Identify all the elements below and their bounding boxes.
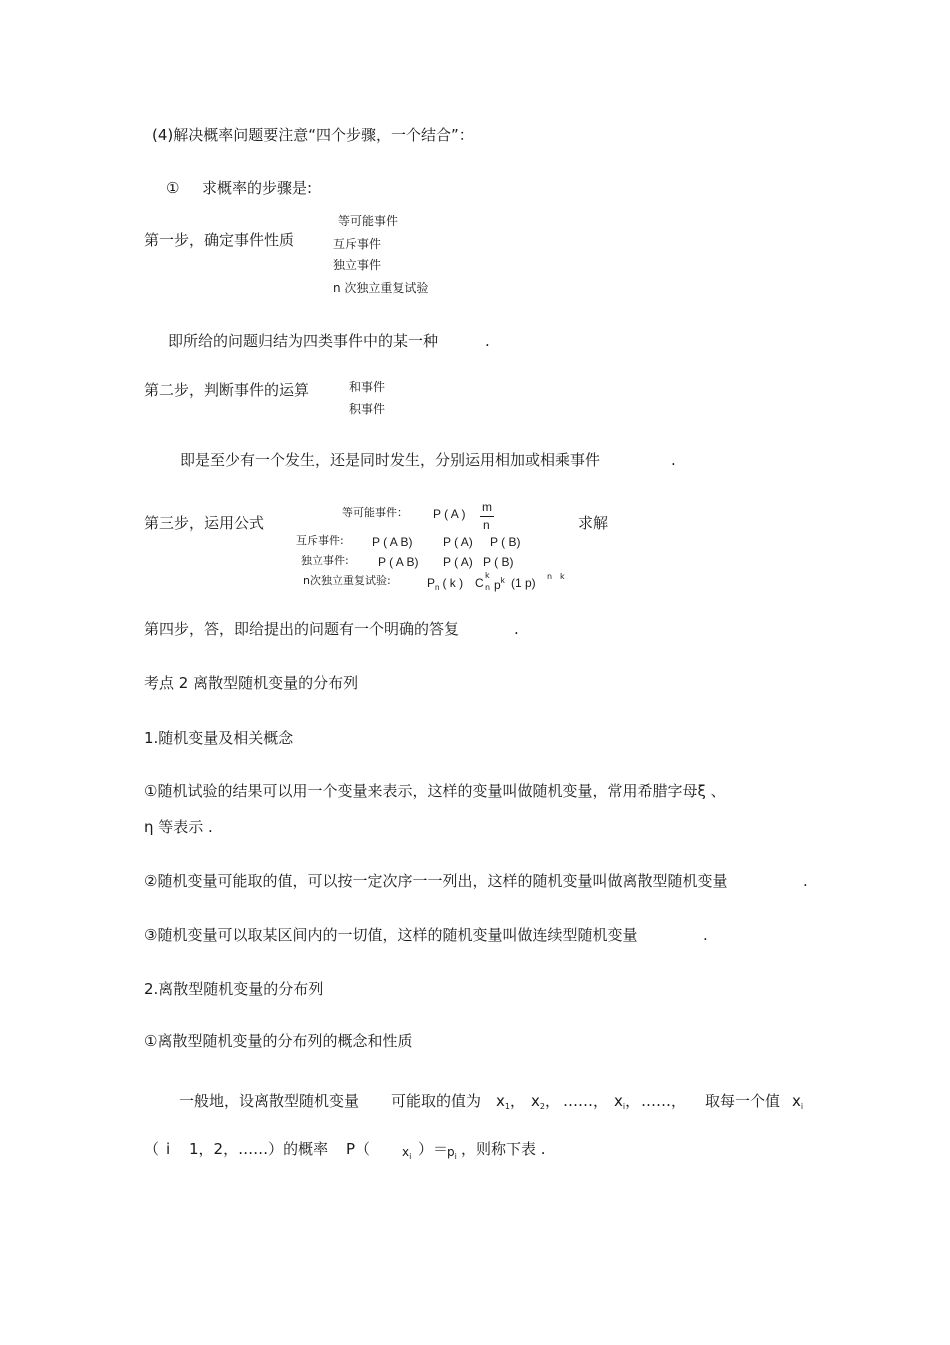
p3: ③随机变量可以取某区间内的一切值，这样的随机变量叫做连续型随机变量 [144, 926, 638, 944]
p2-end: . [803, 872, 808, 890]
step1-option: 独立事件 [333, 258, 382, 272]
p4-title: ①离散型随机变量的分布列的概念和性质 [144, 1032, 413, 1050]
fraction-bar [480, 516, 494, 517]
formula-exclusive-t1: P ( A) [443, 535, 473, 549]
p5-x1: $x_1$， [496, 1092, 525, 1111]
step4-end: . [514, 620, 519, 638]
p5-dots2: ……， [641, 1092, 687, 1110]
p5-i: i [166, 1140, 171, 1158]
formula-bernoulli-label: n次独立重复试验: [303, 574, 391, 587]
step-marker: ① [166, 179, 180, 197]
step4: 第四步，答，即给提出的问题有一个明确的答复 [144, 620, 460, 638]
p5-close-eq: ）＝ [418, 1140, 449, 1158]
formula-independent-t2: P ( B) [483, 555, 514, 569]
step3-label: 第三步，运用公式 [144, 514, 265, 532]
p5-xi-value: $x_i$ [792, 1092, 804, 1111]
formula-bernoulli-p: $P_n$ ( k ) [427, 576, 464, 592]
p2: ②随机变量可能取的值，可以按一定次序一一列出，这样的随机变量叫做离散型随机变量 [144, 872, 728, 890]
step-heading: 求概率的步骤是: [202, 179, 313, 197]
formula-independent-t1: P ( A) [443, 555, 473, 569]
formula-bernoulli-c-sup: k [485, 571, 490, 580]
formula-exclusive-label: 互斥事件: [296, 534, 344, 547]
formula-equal-lhs: P ( A ) [433, 507, 466, 521]
step1-option: n 次独立重复试验 [333, 281, 429, 295]
formula-bernoulli-c: C [475, 576, 484, 590]
formula-bernoulli-exp-k: k [560, 572, 565, 581]
formula-exclusive-lhs: P ( A B) [372, 535, 413, 549]
formula-exclusive-t2: P ( B) [490, 535, 521, 549]
formula-bernoulli-tail: (1 p) [511, 576, 536, 590]
p1-line2: η 等表示 . [144, 818, 213, 836]
step1-option: 互斥事件 [333, 237, 382, 251]
step1-note-end: . [485, 332, 490, 350]
p3-end: . [703, 926, 708, 944]
formula-independent-lhs: P ( A B) [378, 555, 419, 569]
p5-dots1: ……， [563, 1092, 609, 1110]
p5-b: 可能取的值为 [391, 1092, 482, 1110]
p5-a: 一般地，设离散型随机变量 [179, 1092, 360, 1110]
step2-label: 第二步，判断事件的运算 [144, 381, 310, 399]
step2-note: 即是至少有一个发生，还是同时发生，分别运用相加或相乘事件 [180, 451, 601, 469]
step1-option: 等可能事件 [338, 214, 399, 228]
p5-c: 取每一个值 [705, 1092, 781, 1110]
p5-xi: $x_i$， [614, 1092, 641, 1111]
p5-x-sub: $x_i$ [402, 1145, 412, 1161]
step2-option: 积事件 [349, 402, 386, 416]
p5-x2: $x_2$， [531, 1092, 560, 1111]
formula-bernoulli-c-sub: n [485, 583, 491, 592]
step1-label: 第一步，确定事件性质 [144, 231, 295, 249]
step2-option: 和事件 [349, 380, 386, 394]
formula-equal-den: n [483, 518, 490, 532]
p5-pi: $p_i$ [447, 1145, 457, 1161]
formula-equal-num: m [482, 500, 492, 514]
formula-independent-label: 独立事件: [301, 554, 349, 567]
p5-paren-open: （ [144, 1140, 160, 1158]
formula-bernoulli-exp-n: n [547, 572, 553, 581]
p5-end: ，则称下表 . [461, 1140, 546, 1158]
formula-bernoulli-pw: $p^k$ [494, 576, 505, 592]
step2-note-end: . [671, 451, 676, 469]
intro: (4)解决概率问题要注意“四个步骤，一个结合”： [152, 126, 474, 144]
step3-suffix: 求解 [578, 514, 609, 532]
p1-line1: ①随机试验的结果可以用一个变量来表示，这样的变量叫做随机变量，常用希腊字母ξ 、 [144, 782, 726, 800]
step1-note: 即所给的问题归结为四类事件中的某一种 [168, 332, 439, 350]
p5-P: P（ [346, 1140, 371, 1158]
p5-seq: 1，2，……）的概率 [189, 1140, 329, 1158]
section2-title: 考点 2 离散型随机变量的分布列 [144, 674, 359, 692]
sub2-title: 2.离散型随机变量的分布列 [144, 980, 324, 998]
formula-equal-label: 等可能事件： [342, 506, 408, 519]
sub1-title: 1.随机变量及相关概念 [144, 729, 294, 747]
